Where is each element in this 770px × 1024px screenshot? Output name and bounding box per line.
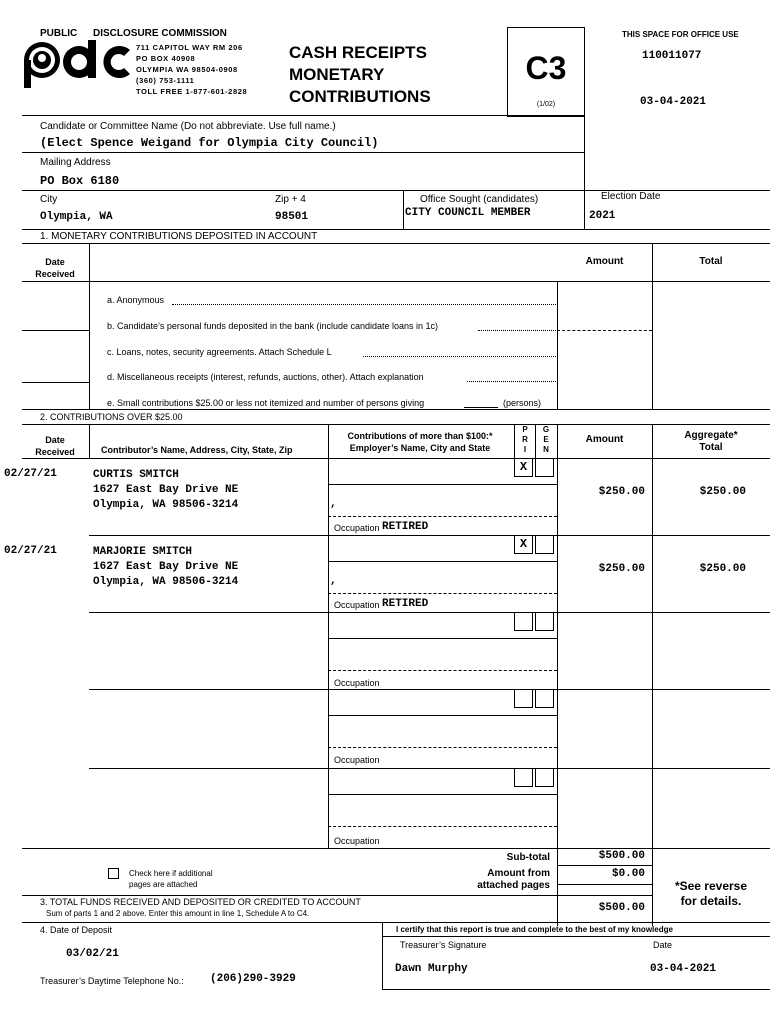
- total-funds-value: $500.00: [598, 902, 645, 914]
- s1-amount-header: Amount: [585, 256, 624, 267]
- section3-title: 3. TOTAL FUNDS RECEIVED AND DEPOSITED OR CREDITED TO ACCOUNT: [40, 897, 361, 907]
- office-use-label: THIS SPACE FOR OFFICE USE: [622, 30, 739, 39]
- section3-subtitle: Sum of parts 1 and 2 above. Enter this amount in line 1, Schedule A to C4.: [46, 909, 310, 918]
- s1-date-header: Date Received: [35, 257, 75, 279]
- row-occupation-label: Occupation: [334, 678, 380, 688]
- s1-line-e: e. Small contributions $25.00 or less not itemized and number of persons giving: [107, 398, 425, 408]
- row-amount: $250.00: [598, 486, 645, 498]
- election-date-label: Election Date: [601, 191, 661, 202]
- pdc-logo: [22, 38, 132, 90]
- attached-label: Amount from attached pages: [477, 868, 550, 891]
- section4-title: 4. Date of Deposit: [40, 925, 113, 935]
- s2-primary-header: P R I: [522, 425, 528, 454]
- signature-label: Treasurer’s Signature: [400, 940, 487, 950]
- additional-pages-checkbox[interactable]: [108, 868, 119, 879]
- row-aggregate: $250.00: [699, 486, 746, 498]
- subtotal-label: Sub-total: [506, 852, 550, 863]
- row-employer: ,: [330, 575, 337, 587]
- sign-date-label: Date: [653, 940, 673, 950]
- attached-value: $0.00: [611, 868, 645, 880]
- committee-name: (Elect Spence Weigand for Olympia City Council): [40, 136, 379, 150]
- s1-line-d: d. Miscellaneous receipts (interest, refunds, auctions, other). Attach explanation: [107, 372, 424, 382]
- agency-name: DISCLOSURE COMMISSION: [93, 28, 227, 39]
- row-primary-mark: X: [519, 460, 528, 474]
- s2-contributor-header: Contributor’s Name, Address, City, State, Zip: [101, 445, 293, 455]
- s2-date-header: Date Received: [35, 435, 75, 457]
- row-occupation-label: Occupation: [334, 523, 380, 533]
- row-occupation-label: Occupation: [334, 600, 380, 610]
- row-date: 02/27/21: [4, 468, 57, 480]
- s1-total-header: Total: [699, 256, 723, 267]
- s2-employer-header: Contributions of more than $100:* Employer’s Name, City and State: [347, 431, 493, 453]
- sign-date-value: 03-04-2021: [650, 963, 717, 975]
- form-title: CASH RECEIPTS MONETARY CONTRIBUTIONS: [289, 43, 431, 106]
- row-employer: ,: [330, 498, 337, 510]
- row-date: 02/27/21: [4, 545, 57, 557]
- row-occupation: RETIRED: [382, 521, 429, 533]
- certify-statement: I certify that this report is true and complete to the best of my knowledge: [396, 925, 673, 934]
- name-label: Candidate or Committee Name (Do not abbreviate. Use full name.): [40, 121, 336, 132]
- row-occupation-label: Occupation: [334, 755, 380, 765]
- zip-value: 98501: [275, 211, 309, 223]
- form-code: C3: [525, 50, 567, 86]
- section2-title: 2. CONTRIBUTIONS OVER $25.00: [40, 412, 183, 422]
- mailing-label: Mailing Address: [40, 157, 111, 168]
- mailing-address: PO Box 6180: [40, 174, 120, 188]
- phone-value: (206)290-3929: [210, 973, 296, 985]
- office-date: 03-04-2021: [640, 96, 707, 108]
- commission-address: 711 CAPITOL WAY RM 206 PO BOX 40908 OLYMPIA WA 98504-0908 (360) 753-1111 TOLL FREE 1-877-601-2828: [136, 43, 248, 96]
- s2-aggregate-header: Aggregate* Total: [684, 430, 738, 453]
- phone-label: Treasurer’s Daytime Telephone No.:: [40, 976, 184, 986]
- city-label: City: [40, 194, 58, 205]
- office-number: 110011077: [642, 50, 702, 62]
- s1-line-a: a. Anonymous: [107, 295, 165, 305]
- row-occupation: RETIRED: [382, 598, 429, 610]
- city-value: Olympia, WA: [40, 211, 113, 223]
- additional-pages-label: Check here if additional pages are attached: [129, 869, 213, 889]
- s2-general-header: G E N: [542, 425, 550, 454]
- section1-title: 1. MONETARY CONTRIBUTIONS DEPOSITED IN ACCOUNT: [40, 231, 318, 242]
- office-sought-value: CITY COUNCIL MEMBER: [405, 207, 531, 219]
- row-amount: $250.00: [598, 563, 645, 575]
- s1-line-b: b. Candidate’s personal funds deposited in the bank (include candidate loans in 1c): [107, 321, 439, 331]
- deposit-date: 03/02/21: [66, 948, 119, 960]
- subtotal-value: $500.00: [598, 850, 645, 862]
- office-sought-label: Office Sought (candidates): [420, 194, 539, 205]
- row-occupation-label: Occupation: [334, 836, 380, 846]
- s2-amount-header: Amount: [585, 434, 624, 445]
- see-reverse-note: *See reverse for details.: [674, 879, 748, 908]
- s1-line-c: c. Loans, notes, security agreements. Attach Schedule L: [107, 347, 332, 357]
- row-contributor: CURTIS SMITCH 1627 East Bay Drive NE Olympia, WA 98506-3214: [93, 469, 239, 511]
- s1-persons-label: (persons): [503, 398, 542, 408]
- treasurer-signature: Dawn Murphy: [395, 963, 468, 975]
- form-version: (1/02): [536, 101, 556, 108]
- row-contributor: MARJORIE SMITCH 1627 East Bay Drive NE Olympia, WA 98506-3214: [93, 546, 239, 588]
- zip-label: Zip + 4: [275, 194, 306, 205]
- agency-public: PUBLIC: [40, 28, 78, 39]
- row-aggregate: $250.00: [699, 563, 746, 575]
- election-date-value: 2021: [589, 210, 616, 222]
- row-primary-mark: X: [519, 537, 528, 551]
